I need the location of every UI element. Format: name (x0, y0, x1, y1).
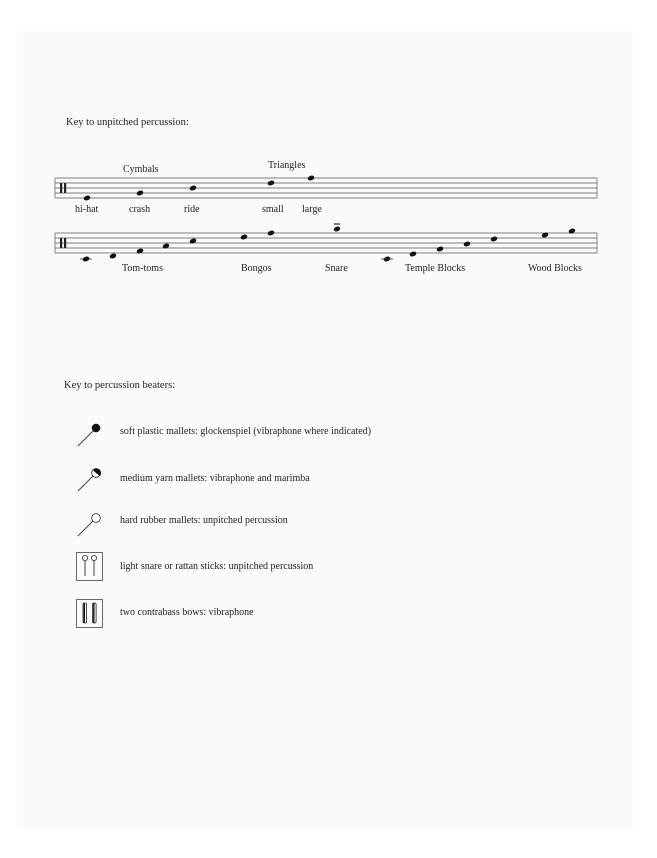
beater-label-rubber-mallet: hard rubber mallets: unpitched percussion (120, 515, 288, 526)
label-bongos: Bongos (241, 263, 272, 274)
percussion-key-title: Key to unpitched percussion: (66, 117, 189, 128)
label-crash: crash (129, 204, 151, 215)
label-snare: Snare (325, 263, 348, 274)
note-temple-2 (409, 251, 417, 258)
note-bongo-1 (240, 234, 248, 241)
label-temple-blocks: Temple Blocks (405, 263, 466, 274)
label-wood-blocks: Wood Blocks (528, 263, 582, 274)
rubber-mallet-icon (74, 510, 106, 540)
label-tomtoms: Tom-toms (122, 263, 163, 274)
note-triangle-large (307, 175, 315, 182)
note-temple-4 (463, 241, 471, 248)
beater-label-yarn-mallet: medium yarn mallets: vibraphone and marimba (120, 473, 310, 484)
note-snare (333, 226, 341, 233)
note-hihat (83, 195, 91, 202)
note-bongo-2 (267, 230, 275, 237)
note-triangle-small (267, 180, 275, 187)
beater-label-bows: two contrabass bows: vibraphone (120, 607, 254, 618)
bows-icon (74, 598, 106, 630)
note-crash (136, 190, 144, 197)
beater-label-soft-mallet: soft plastic mallets: glockenspiel (vibraphone where indicated) (120, 426, 372, 437)
staff-2 (55, 233, 597, 253)
note-temple-3 (436, 246, 444, 253)
note-ride (189, 185, 197, 192)
sticks-icon (74, 551, 106, 583)
label-large: large (302, 204, 322, 215)
label-ride: ride (184, 204, 200, 215)
label-hihat: hi-hat (75, 204, 99, 215)
yarn-mallet-icon (74, 465, 106, 495)
note-tomtom-2 (109, 253, 117, 260)
label-cymbals: Cymbals (123, 164, 159, 175)
soft-mallet-icon (74, 420, 106, 450)
note-tomtom-1 (82, 256, 90, 263)
beaters-key-title: Key to percussion beaters: (64, 380, 176, 391)
label-small: small (262, 204, 284, 215)
label-triangles: Triangles (268, 160, 306, 171)
beater-label-sticks: light snare or rattan sticks: unpitched percussion (120, 561, 314, 572)
staff-1 (55, 178, 597, 198)
note-temple-5 (490, 236, 498, 243)
